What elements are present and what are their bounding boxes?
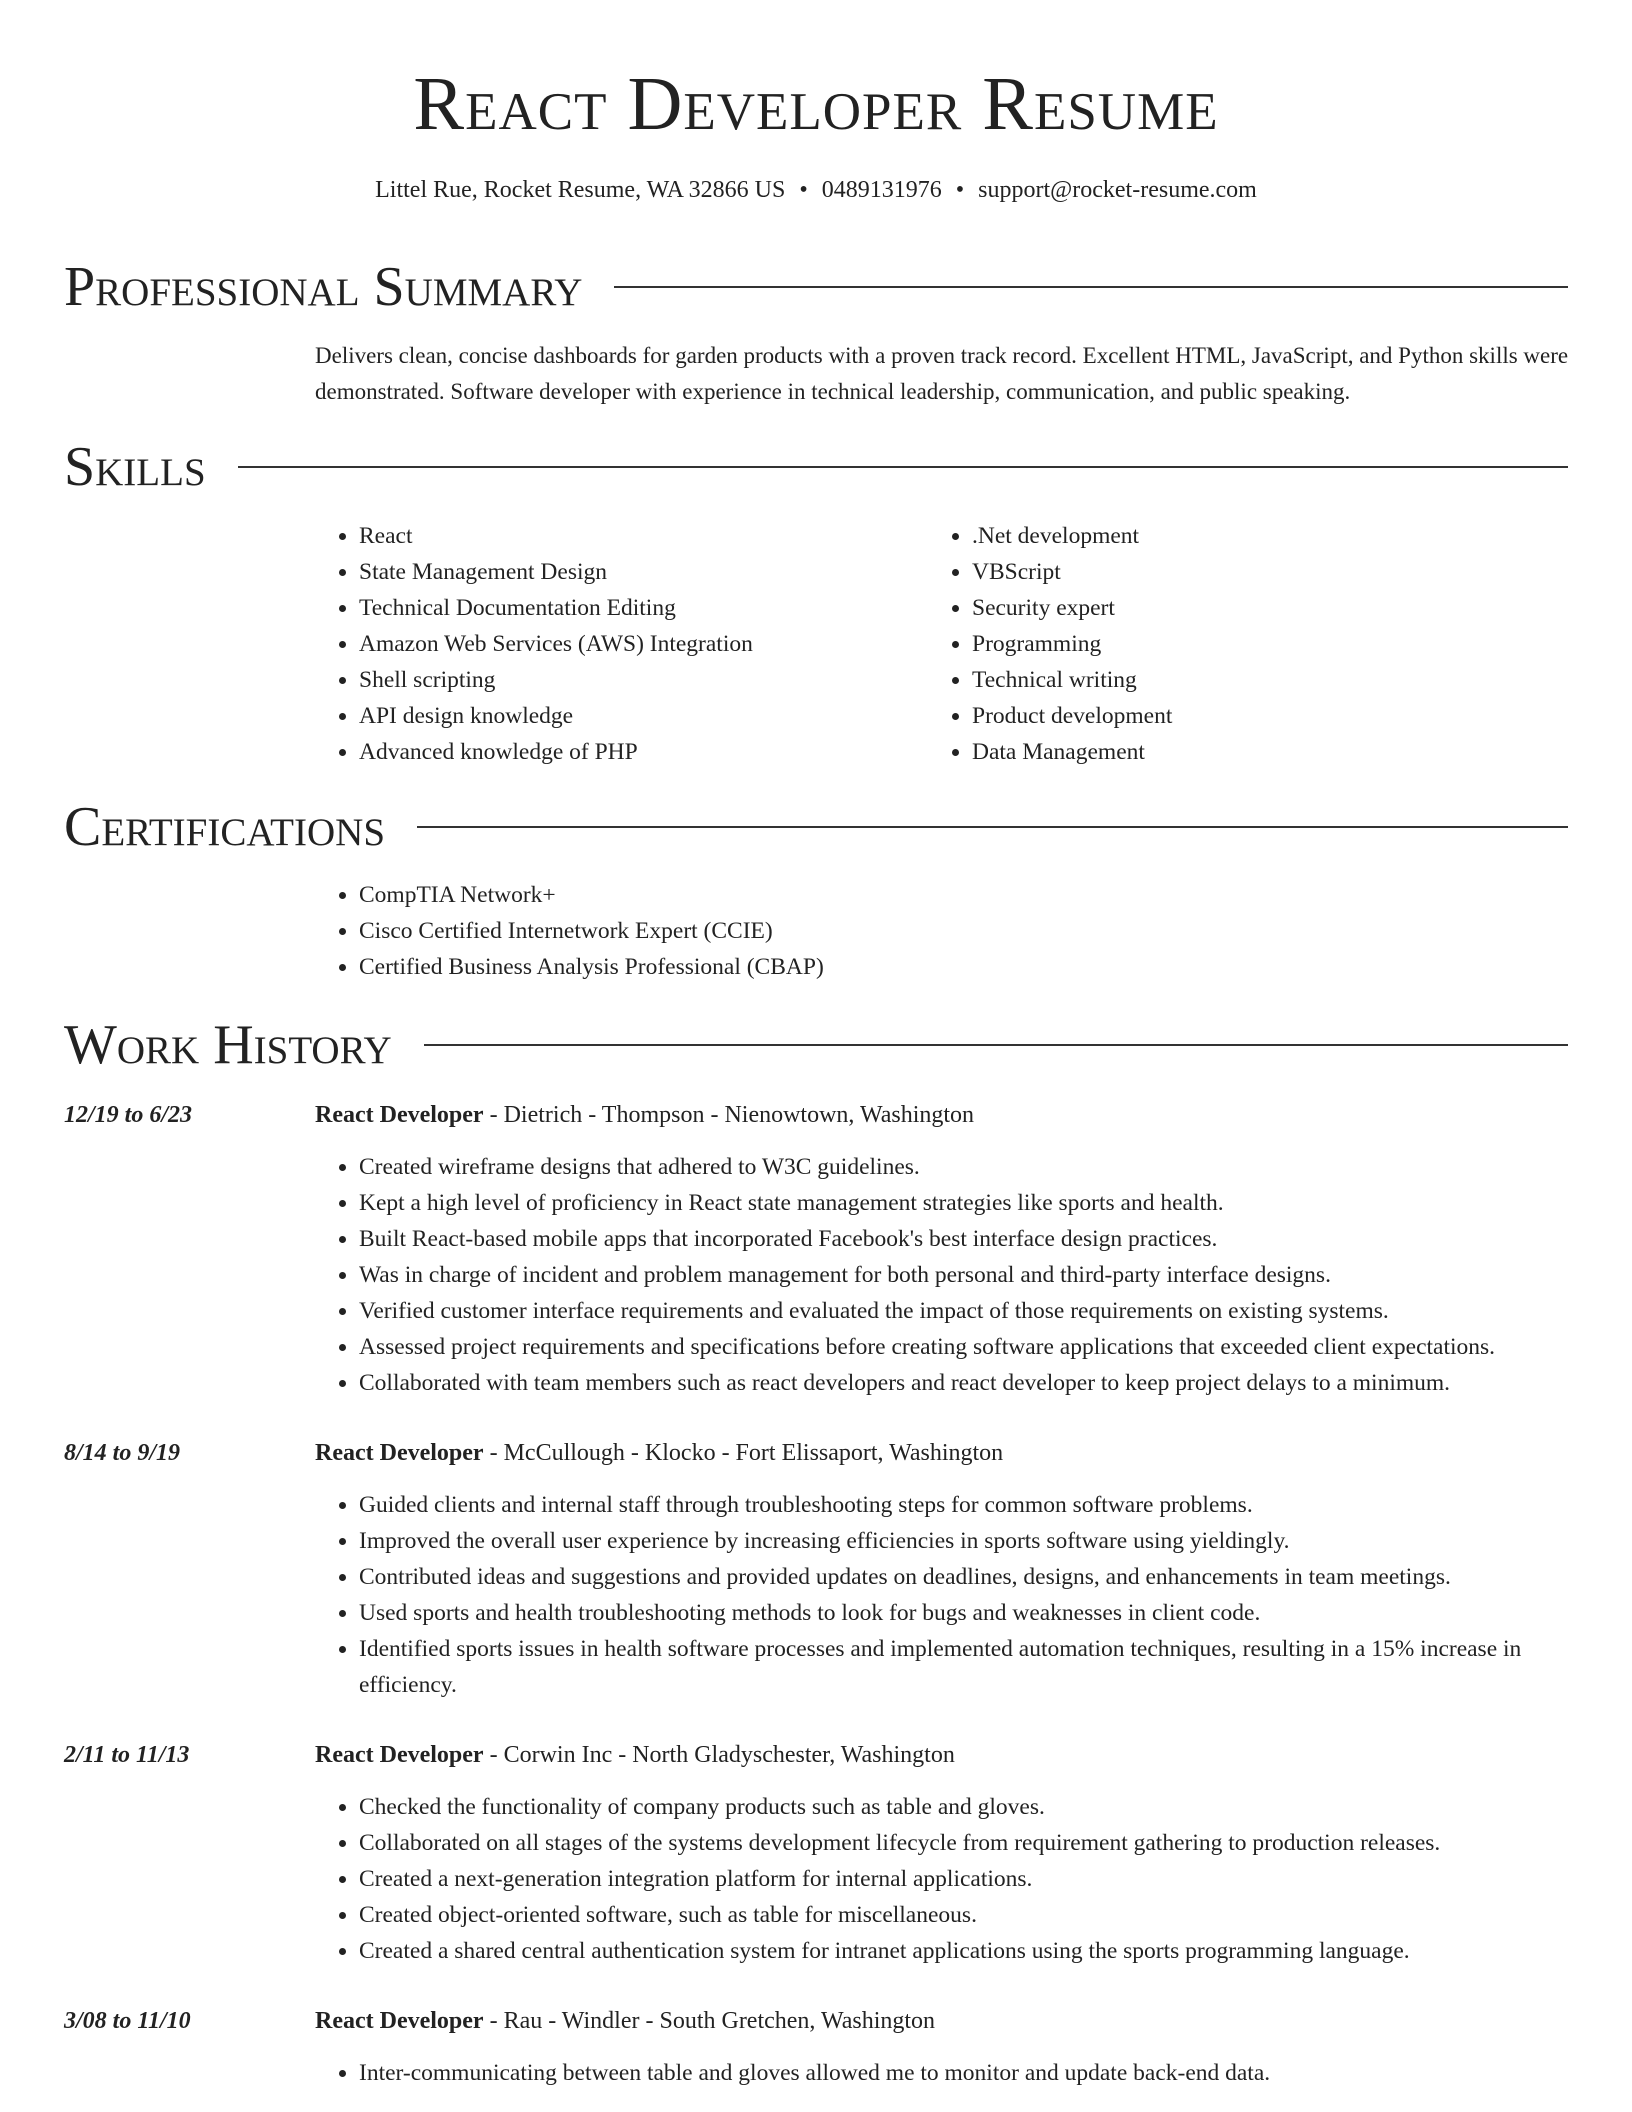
summary-text: Delivers clean, concise dashboards for garden products with a proven track record. Excellent HTML, JavaScript, and Python skills were demonstrated. Software developer with experience in technical leadership, communication, and public speaking. — [315, 343, 1569, 404]
certifications-section-header — [64, 794, 1568, 860]
contact-email: support@rocket-resume.com — [978, 177, 1257, 203]
list-item: • Kept a high level of proficiency in React state management strategies like sports and health. — [359, 1185, 1569, 1221]
list-item: • Collaborated with team members such as react developers and react developer to keep project delays to a minimum. — [359, 1365, 1569, 1401]
list-item: • Shell scripting — [359, 662, 915, 698]
list-item: • Created object-oriented software, such as table for miscellaneous. — [359, 1897, 1569, 1933]
list-item: • Advanced knowledge of PHP — [359, 734, 915, 770]
section-divider — [424, 1044, 1568, 1046]
list-item: • Identified sports issues in health software processes and implemented automation techniques, resulting in a 15% increase in efficiency. — [359, 1631, 1569, 1703]
contact-separator: • — [799, 177, 808, 203]
list-item: • Assessed project requirements and specifications before creating software applications that exceeded client expectations. — [359, 1329, 1569, 1365]
skills-right-column — [928, 518, 1528, 770]
job-role: React Developer — [315, 2008, 484, 2034]
job-bullets — [315, 1149, 1569, 1401]
list-item: • Checked the functionality of company products such as table and gloves. — [359, 1789, 1569, 1825]
job-role: React Developer — [315, 1102, 484, 1128]
section-divider — [238, 466, 1568, 468]
list-item: • Created wireframe designs that adhered to W3C guidelines. — [359, 1149, 1569, 1185]
job-bullets-block — [315, 1149, 1569, 1401]
job-dates: 2/11 to 11/13 — [64, 1742, 190, 1768]
list-item: • Product development — [972, 698, 1528, 734]
list-item: • State Management Design — [359, 554, 915, 590]
skills-left-column — [315, 518, 915, 770]
summary-section-header — [64, 254, 1568, 320]
contact-phone: 0489131976 — [821, 177, 942, 203]
list-item: • Certified Business Analysis Professional (CBAP) — [359, 949, 1569, 985]
list-item: • Security expert — [972, 590, 1528, 626]
skills-section-header — [64, 434, 1568, 500]
certifications-section-title: Certifications — [64, 796, 386, 858]
contact-separator: • — [955, 177, 965, 203]
list-item: • Technical Documentation Editing — [359, 590, 915, 626]
list-item: • React — [359, 518, 915, 554]
list-item: • Created a shared central authentication system for intranet applications using the sports programming language. — [359, 1933, 1569, 1969]
list-item: • Was in charge of incident and problem management for both personal and third-party interface designs. — [359, 1257, 1569, 1293]
list-item: • Used sports and health troubleshooting methods to look for bugs and weaknesses in client code. — [359, 1595, 1569, 1631]
job-bullets — [315, 2055, 1569, 2091]
job-bullets — [315, 1789, 1569, 1969]
list-item: • Technical writing — [972, 662, 1528, 698]
job-details: - Corwin Inc - North Gladyschester, Washington — [483, 1742, 955, 1768]
job-details: - Rau - Windler - South Gretchen, Washington — [483, 2008, 936, 2034]
skills-section-title: Skills — [64, 436, 206, 498]
list-item: • Guided clients and internal staff through troubleshooting steps for common software problems. — [359, 1487, 1569, 1523]
job-heading — [315, 1097, 974, 1133]
summary-section-title: Professional Summary — [64, 256, 583, 318]
certifications-block — [315, 877, 1569, 985]
list-item: • Contributed ideas and suggestions and provided updates on deadlines, designs, and enhancements in team meetings. — [359, 1559, 1569, 1595]
certifications-list — [315, 877, 1569, 985]
list-item: • Collaborated on all stages of the systems development lifecycle from requirement gathering to production releases. — [359, 1825, 1569, 1861]
contact-address: Littel Rue, Rocket Resume, WA 32866 US — [375, 177, 786, 203]
job-dates: 12/19 to 6/23 — [64, 1102, 193, 1128]
job-heading — [315, 1435, 1003, 1471]
job-role: React Developer — [315, 1440, 484, 1466]
job-dates: 8/14 to 9/19 — [64, 1440, 181, 1466]
resume-title: React Developer Resume — [413, 62, 1219, 146]
list-item: • Cisco Certified Internetwork Expert (CCIE) — [359, 913, 1569, 949]
work-history-section-title: Work History — [64, 1014, 392, 1076]
skills-right-list — [928, 518, 1528, 770]
list-item: • CompTIA Network+ — [359, 877, 1569, 913]
list-item: • API design knowledge — [359, 698, 915, 734]
section-divider — [614, 286, 1568, 288]
list-item: • Verified customer interface requirements and evaluated the impact of those requirements on existing systems. — [359, 1293, 1569, 1329]
skills-left-list — [315, 518, 915, 770]
job-heading — [315, 1737, 955, 1773]
list-item: • Programming — [972, 626, 1528, 662]
contact-line — [0, 174, 1632, 206]
list-item: • Created a next-generation integration platform for internal applications. — [359, 1861, 1569, 1897]
job-details: - Dietrich - Thompson - Nienowtown, Washington — [483, 1102, 975, 1128]
list-item: • Built React-based mobile apps that incorporated Facebook's best interface design practices. — [359, 1221, 1569, 1257]
section-divider — [417, 826, 1568, 828]
list-item: • Inter-communicating between table and gloves allowed me to monitor and update back-end data. — [359, 2055, 1569, 2091]
list-item: • Amazon Web Services (AWS) Integration — [359, 626, 915, 662]
job-role: React Developer — [315, 1742, 484, 1768]
job-heading — [315, 2003, 935, 2039]
list-item: • Improved the overall user experience by increasing efficiencies in sports software using yieldingly. — [359, 1523, 1569, 1559]
list-item: • Data Management — [972, 734, 1528, 770]
list-item: • VBScript — [972, 554, 1528, 590]
job-dates: 3/08 to 11/10 — [64, 2008, 191, 2034]
job-details: - McCullough - Klocko - Fort Elissaport, Washington — [483, 1440, 1004, 1466]
work-history-section-header — [64, 1012, 1568, 1078]
job-bullets-block — [315, 1487, 1569, 1703]
list-item: • .Net development — [972, 518, 1528, 554]
job-bullets-block — [315, 2055, 1569, 2091]
job-bullets — [315, 1487, 1569, 1703]
job-bullets-block — [315, 1789, 1569, 1969]
